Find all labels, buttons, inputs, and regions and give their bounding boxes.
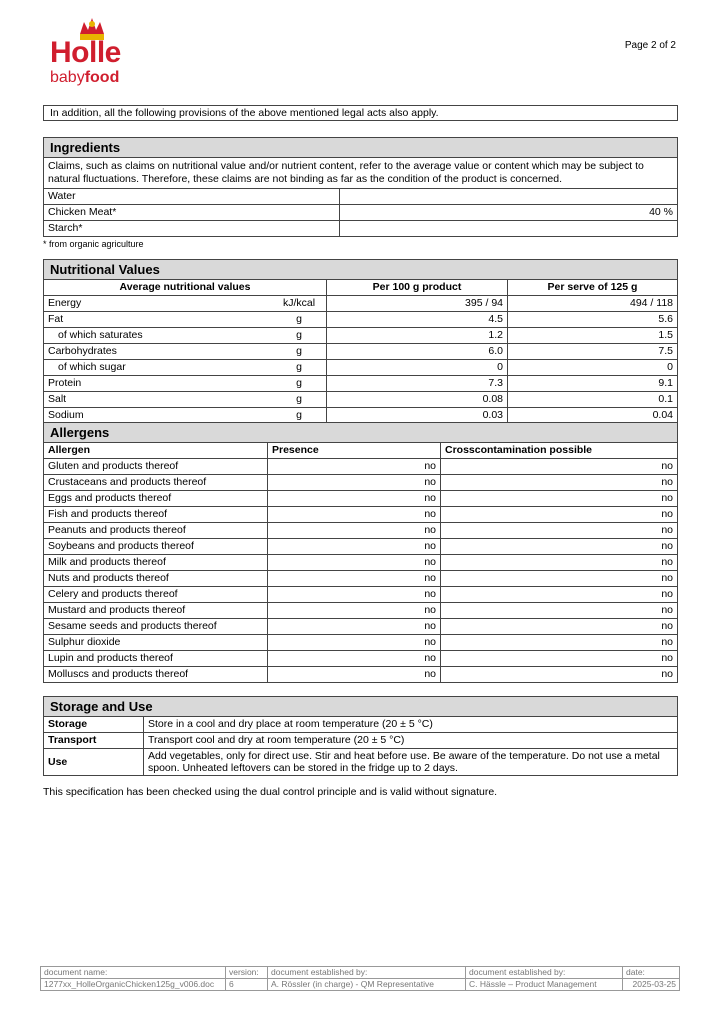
- nutrition-table: [43, 280, 678, 424]
- allergen-crosscontamination: no: [441, 523, 678, 539]
- per-serve-value: 494 / 118: [508, 296, 678, 312]
- allergen-crosscontamination: no: [441, 571, 678, 587]
- allergen-crosscontamination: no: [441, 507, 678, 523]
- table-row: [44, 539, 678, 555]
- footer-label: date:: [623, 967, 680, 979]
- footer-labels-row: [41, 967, 680, 979]
- allergen-crosscontamination: no: [441, 555, 678, 571]
- table-row: [44, 587, 678, 603]
- allergen-presence: no: [268, 651, 441, 667]
- page-number: Page 2 of 2: [624, 40, 676, 51]
- per-100g-value: 0.03: [327, 408, 508, 424]
- allergen-name: Eggs and products thereof: [44, 491, 268, 507]
- per-serve-value: 1.5: [508, 328, 678, 344]
- allergen-presence: no: [268, 507, 441, 523]
- per-100g-value: 7.3: [327, 376, 508, 392]
- allergen-crosscontamination: no: [441, 651, 678, 667]
- nutrient-name: Protein: [44, 376, 273, 392]
- allergen-name: Milk and products thereof: [44, 555, 268, 571]
- footer-label: version:: [226, 967, 268, 979]
- table-row: [44, 376, 678, 392]
- allergen-name: Molluscs and products thereof: [44, 667, 268, 683]
- table-row: [44, 344, 678, 360]
- table-row: [44, 296, 678, 312]
- storage-table: [43, 717, 678, 776]
- table-row: [44, 392, 678, 408]
- table-row: [44, 475, 678, 491]
- allergen-presence: no: [268, 619, 441, 635]
- table-row: [44, 733, 678, 749]
- per-100g-value: 0: [327, 360, 508, 376]
- brand-subline: babyfood: [50, 69, 120, 86]
- established-by-qm: A. Rössler (in charge) - QM Representative: [268, 979, 466, 991]
- table-row: [44, 189, 678, 205]
- ingredient-name: Chicken Meat*: [44, 205, 340, 221]
- per-100g-value: 395 / 94: [327, 296, 508, 312]
- per-serve-value: 0: [508, 360, 678, 376]
- use-label: Use: [44, 749, 144, 776]
- table-row: [44, 459, 678, 475]
- allergen-crosscontamination: no: [441, 459, 678, 475]
- footer-label: document established by:: [268, 967, 466, 979]
- nutrient-name: Carbohydrates: [44, 344, 273, 360]
- allergens-title: Allergens: [43, 422, 678, 443]
- established-by-pm: C. Hässle – Product Management: [466, 979, 623, 991]
- footer-values-row: [41, 979, 680, 991]
- table-row: [44, 507, 678, 523]
- use-text: Add vegetables, only for direct use. Stir and heat before use. Be aware of the temperature. Do not use a metal spoon. Unheated leftovers can be stored in the fridge up to 2 days.: [144, 749, 678, 776]
- per-100g-value: 1.2: [327, 328, 508, 344]
- nutrient-name: Fat: [44, 312, 273, 328]
- allergen-presence: no: [268, 603, 441, 619]
- allergen-presence: no: [268, 571, 441, 587]
- nutrient-name: Salt: [44, 392, 273, 408]
- nutrient-name: of which saturates: [44, 328, 273, 344]
- table-header-row: [44, 443, 678, 459]
- ingredients-table: [43, 189, 678, 237]
- allergen-name: Mustard and products thereof: [44, 603, 268, 619]
- allergen-name: Celery and products thereof: [44, 587, 268, 603]
- claims-text: Claims, such as claims on nutritional value and/or nutrient content, refer to the average value or content which may be subject to natural fluctuations. Therefore, these claims are not binding as far as the condition of the product is concerned.: [43, 158, 678, 189]
- nutrient-unit: g: [272, 408, 327, 424]
- allergen-name: Gluten and products thereof: [44, 459, 268, 475]
- storage-section: [43, 696, 678, 776]
- per-serve-value: 5.6: [508, 312, 678, 328]
- table-row: [44, 312, 678, 328]
- allergen-crosscontamination: no: [441, 635, 678, 651]
- ingredient-percent: 40 %: [340, 205, 678, 221]
- allergen-crosscontamination: no: [441, 667, 678, 683]
- table-row: [44, 667, 678, 683]
- table-row: [44, 491, 678, 507]
- column-header: Presence: [268, 443, 441, 459]
- ingredient-name: Water: [44, 189, 340, 205]
- allergen-name: Sulphur dioxide: [44, 635, 268, 651]
- table-row: [44, 571, 678, 587]
- organic-footnote: * from organic agriculture: [43, 239, 144, 249]
- nutrient-unit: g: [272, 360, 327, 376]
- ingredient-percent: [340, 189, 678, 205]
- holle-logo: [46, 14, 136, 86]
- table-row: [44, 328, 678, 344]
- transport-text: Transport cool and dry at room temperature (20 ± 5 °C): [144, 733, 678, 749]
- transport-label: Transport: [44, 733, 144, 749]
- table-row: [44, 651, 678, 667]
- footer-label: document name:: [41, 967, 226, 979]
- table-row: [44, 603, 678, 619]
- footer-label: document established by:: [466, 967, 623, 979]
- ingredient-percent: [340, 221, 678, 237]
- document-footer: [40, 966, 680, 991]
- nutrient-unit: kJ/kcal: [272, 296, 327, 312]
- allergen-name: Crustaceans and products thereof: [44, 475, 268, 491]
- allergens-table: [43, 443, 678, 683]
- ingredients-section: [43, 137, 678, 249]
- per-serve-value: 0.1: [508, 392, 678, 408]
- table-row: [44, 717, 678, 733]
- allergens-section: [43, 422, 678, 683]
- table-header-row: [44, 280, 678, 296]
- table-row: [44, 555, 678, 571]
- allergen-name: Peanuts and products thereof: [44, 523, 268, 539]
- allergen-presence: no: [268, 539, 441, 555]
- column-header: Crosscontamination possible: [441, 443, 678, 459]
- table-row: [44, 523, 678, 539]
- allergen-presence: no: [268, 523, 441, 539]
- allergen-crosscontamination: no: [441, 587, 678, 603]
- table-row: [44, 619, 678, 635]
- table-row: [44, 205, 678, 221]
- allergen-crosscontamination: no: [441, 491, 678, 507]
- column-header: Per serve of 125 g: [508, 280, 678, 296]
- allergen-presence: no: [268, 555, 441, 571]
- per-100g-value: 4.5: [327, 312, 508, 328]
- storage-label: Storage: [44, 717, 144, 733]
- allergen-name: Fish and products thereof: [44, 507, 268, 523]
- table-row: [44, 221, 678, 237]
- per-serve-value: 0.04: [508, 408, 678, 424]
- table-row: [44, 360, 678, 376]
- nutrient-unit: g: [272, 328, 327, 344]
- allergen-crosscontamination: no: [441, 475, 678, 491]
- allergen-presence: no: [268, 587, 441, 603]
- document-name: 1277xx_HolleOrganicChicken125g_v006.doc: [41, 979, 226, 991]
- ingredients-title: Ingredients: [43, 137, 678, 158]
- document-version: 6: [226, 979, 268, 991]
- nutrient-unit: g: [272, 376, 327, 392]
- allergen-presence: no: [268, 491, 441, 507]
- table-row: [44, 749, 678, 776]
- column-header: Allergen: [44, 443, 268, 459]
- nutrition-title: Nutritional Values: [43, 259, 678, 280]
- allergen-crosscontamination: no: [441, 619, 678, 635]
- allergen-presence: no: [268, 475, 441, 491]
- nutrient-name: Energy: [44, 296, 273, 312]
- storage-title: Storage and Use: [43, 696, 678, 717]
- allergen-presence: no: [268, 459, 441, 475]
- intro-text: In addition, all the following provisions of the above mentioned legal acts also apply.: [43, 105, 678, 121]
- allergen-name: Sesame seeds and products thereof: [44, 619, 268, 635]
- allergen-crosscontamination: no: [441, 603, 678, 619]
- allergen-name: Soybeans and products thereof: [44, 539, 268, 555]
- document-date: 2025-03-25: [623, 979, 680, 991]
- column-header: Per 100 g product: [327, 280, 508, 296]
- allergen-crosscontamination: no: [441, 539, 678, 555]
- allergen-name: Nuts and products thereof: [44, 571, 268, 587]
- validity-statement: This specification has been checked using the dual control principle and is valid without signature.: [43, 786, 498, 798]
- table-row: [44, 635, 678, 651]
- per-serve-value: 7.5: [508, 344, 678, 360]
- nutrition-section: [43, 259, 678, 424]
- per-100g-value: 6.0: [327, 344, 508, 360]
- nutrient-unit: g: [272, 344, 327, 360]
- column-header: Average nutritional values: [44, 280, 327, 296]
- per-serve-value: 9.1: [508, 376, 678, 392]
- allergen-presence: no: [268, 667, 441, 683]
- nutrient-name: Sodium: [44, 408, 273, 424]
- ingredient-name: Starch*: [44, 221, 340, 237]
- per-100g-value: 0.08: [327, 392, 508, 408]
- brand-wordmark: Holle: [50, 36, 121, 69]
- nutrient-name: of which sugar: [44, 360, 273, 376]
- allergen-name: Lupin and products thereof: [44, 651, 268, 667]
- nutrient-unit: g: [272, 392, 327, 408]
- nutrient-unit: g: [272, 312, 327, 328]
- storage-text: Store in a cool and dry place at room temperature (20 ± 5 °C): [144, 717, 678, 733]
- allergen-presence: no: [268, 635, 441, 651]
